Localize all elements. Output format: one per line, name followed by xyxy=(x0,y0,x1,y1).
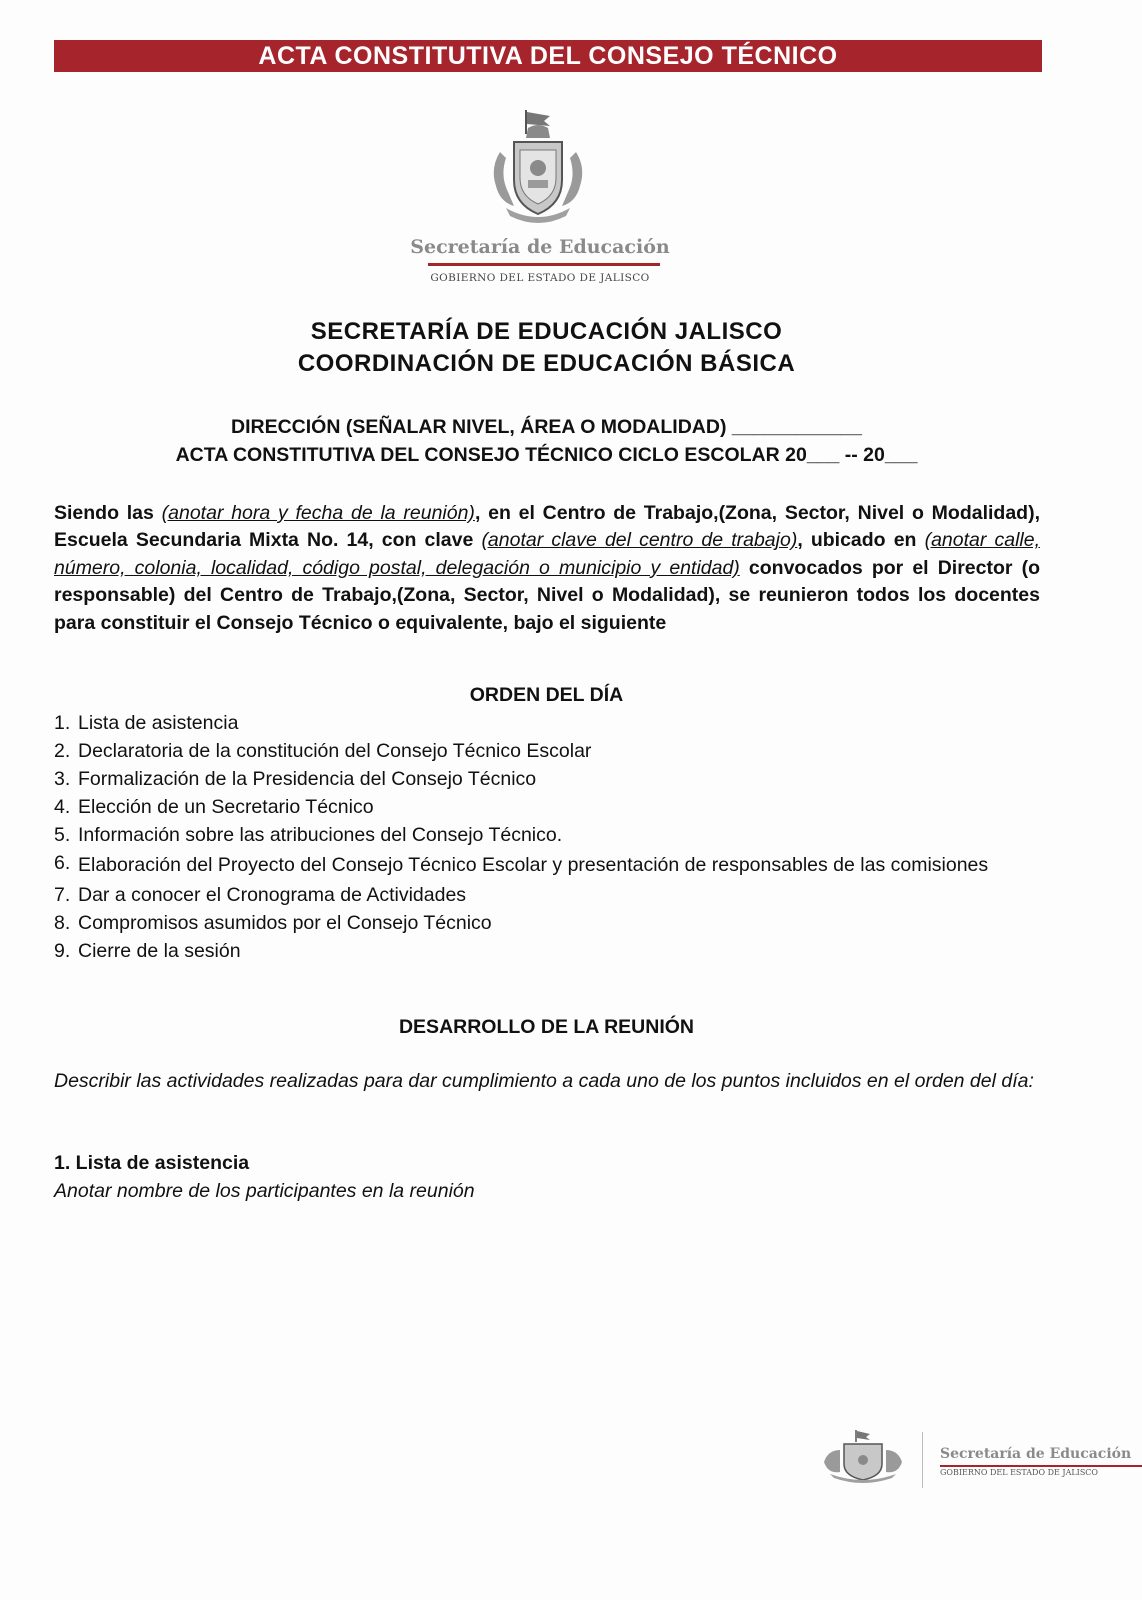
agenda-item-number: 6. xyxy=(54,852,71,874)
seal-name: Secretaría de Educación xyxy=(410,236,670,258)
intro-text-2: , en el Centro de Trabajo,(Zona, Sector, Nivel o Modalidad), Escuela Secundaria Mixta No. 14, con clave xyxy=(54,502,1040,552)
intro-text-4: convocados por el Director (o responsable) del Centro de Trabajo,(Zona, Sector, Nivel o Modalidad), se reunieron todos los docentes para constituir el Consejo Técnico o equivalente, bajo el siguiente xyxy=(54,556,1040,634)
agenda-item-number: 3. xyxy=(54,768,71,790)
seal-subtitle: GOBIERNO DEL ESTADO DE JALISCO xyxy=(430,272,650,284)
lista-asistencia-heading: 1. Lista de asistencia xyxy=(54,1152,250,1174)
agenda-item-text: Compromisos asumidos por el Consejo Técnico xyxy=(78,912,492,934)
agenda-item xyxy=(54,768,1040,791)
agenda-item-text: Información sobre las atribuciones del Consejo Técnico. xyxy=(78,824,563,846)
intro-text-1: Siendo las xyxy=(54,502,162,524)
document-banner-title: ACTA CONSTITUTIVA DEL CONSEJO TÉCNICO xyxy=(54,40,1042,72)
hint-clave: (anotar clave del centro de trabajo) xyxy=(481,529,798,552)
lista-asistencia-instruction: Anotar nombre de los participantes en la reunión xyxy=(54,1180,475,1202)
agenda-item-text: Elección de un Secretario Técnico xyxy=(78,796,374,818)
agenda-item xyxy=(54,884,1040,907)
agenda-list xyxy=(54,712,1040,963)
agenda-item xyxy=(54,852,1040,879)
agenda-item-text: Lista de asistencia xyxy=(78,712,239,734)
intro-paragraph xyxy=(54,500,1040,637)
agenda-item xyxy=(54,712,1040,735)
agenda-item-number: 7. xyxy=(54,884,71,906)
desarrollo-description: Describir las actividades realizadas para dar cumplimiento a cada uno de los puntos incluidos en el orden del día: xyxy=(54,1070,1034,1092)
footer-seal-name: Secretaría de Educación xyxy=(940,1446,1132,1462)
footer-seal-subtitle: GOBIERNO DEL ESTADO DE JALISCO xyxy=(940,1468,1098,1477)
jalisco-coat-of-arms-icon xyxy=(488,108,588,230)
header-coordinacion: COORDINACIÓN DE EDUCACIÓN BÁSICA xyxy=(297,350,796,377)
acta-ciclo-line: ACTA CONSTITUTIVA DEL CONSEJO TÉCNICO CICLO ESCOLAR 20___ -- 20___ xyxy=(175,444,918,466)
agenda-item xyxy=(54,824,1040,847)
agenda-item-number: 1. xyxy=(54,712,71,734)
agenda-item-number: 5. xyxy=(54,824,71,846)
agenda-item-text: Cierre de la sesión xyxy=(78,940,241,962)
agenda-item xyxy=(54,940,1040,963)
agenda-item-text: Elaboración del Proyecto del Consejo Técnico Escolar y presentación de responsables de las comisiones xyxy=(78,854,989,876)
hint-hora-fecha: (anotar hora y fecha de la reunión) xyxy=(161,502,475,524)
agenda-item-text: Dar a conocer el Cronograma de Actividades xyxy=(78,884,467,906)
footer-seal-line xyxy=(940,1465,1142,1467)
agenda-item-number: 9. xyxy=(54,940,71,962)
footer-coat-of-arms-icon xyxy=(820,1428,906,1484)
agenda-item xyxy=(54,740,1040,763)
seal-divider xyxy=(428,263,660,266)
footer-divider xyxy=(922,1432,923,1488)
header-secretaria: SECRETARÍA DE EDUCACIÓN JALISCO xyxy=(310,318,783,345)
agenda-item xyxy=(54,912,1040,935)
orden-del-dia-heading: ORDEN DEL DÍA xyxy=(469,684,624,706)
desarrollo-heading: DESARROLLO DE LA REUNIÓN xyxy=(398,1016,695,1038)
agenda-item-number: 2. xyxy=(54,740,71,762)
agenda-item-number: 4. xyxy=(54,796,71,818)
agenda-item xyxy=(54,796,1040,819)
direccion-line: DIRECCIÓN (SEÑALAR NIVEL, ÁREA O MODALIDAD) ____________ xyxy=(231,416,862,438)
agenda-item-text: Formalización de la Presidencia del Consejo Técnico xyxy=(78,768,537,790)
agenda-item-number: 8. xyxy=(54,912,71,934)
agenda-item-text: Declaratoria de la constitución del Consejo Técnico Escolar xyxy=(78,740,592,762)
hint-direccion: (anotar calle, número, colonia, localidad, código postal, delegación o municipio y entidad) xyxy=(54,529,1040,579)
intro-text-3: , ubicado en xyxy=(797,529,925,552)
